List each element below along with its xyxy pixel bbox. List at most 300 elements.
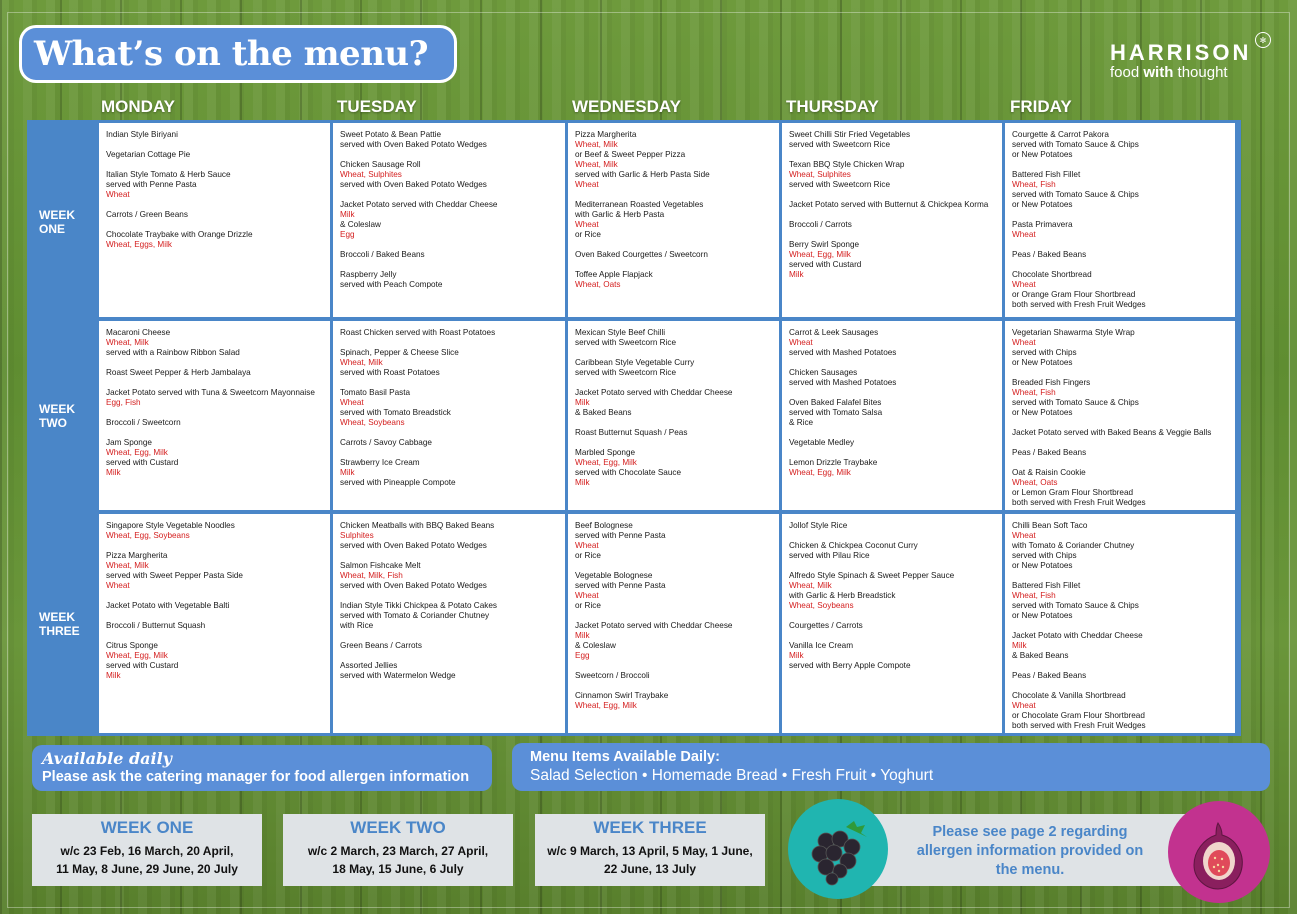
allergen-text: Wheat <box>106 190 130 199</box>
menu-dish <box>575 691 772 711</box>
week-label-line: WEEK <box>39 402 75 416</box>
dish-text: or New Potatoes <box>1012 150 1073 159</box>
allergen-text: Wheat, Oats <box>1012 478 1058 487</box>
week-label <box>27 402 97 430</box>
dish-text: Jollof Style Rice <box>789 521 848 530</box>
menu-dish <box>340 348 558 378</box>
menu-dish <box>1012 448 1228 458</box>
allergen-text: Egg <box>575 651 590 660</box>
week-dates-line: w/c 23 Feb, 16 March, 20 April, <box>60 844 234 858</box>
logo-tag-post: thought <box>1173 64 1228 81</box>
dish-text: Vegetable Medley <box>789 438 855 447</box>
allergen-text: Milk <box>106 671 121 680</box>
menu-cell <box>782 321 1002 510</box>
menu-dish <box>106 601 323 611</box>
menu-dish <box>340 521 558 551</box>
dish-text: served with Tomato Sauce & Chips <box>1012 601 1139 610</box>
blackberry-icon <box>788 799 888 899</box>
dish-text: or Beef & Sweet Pepper Pizza <box>575 150 686 159</box>
dish-text: Jam Sponge <box>106 438 152 447</box>
dish-text: served with Tomato Sauce & Chips <box>1012 398 1139 407</box>
menu-dish <box>106 170 323 200</box>
logo-tagline <box>1110 64 1280 81</box>
dish-text: Sweet Potato & Bean Pattie <box>340 130 442 139</box>
dish-text: Cinnamon Swirl Traybake <box>575 691 669 700</box>
dish-text: Jacket Potato served with Cheddar Cheese <box>575 621 733 630</box>
menu-dish <box>340 561 558 591</box>
allergen-text: Egg <box>340 230 355 239</box>
menu-dish <box>789 521 995 531</box>
dish-text: Singapore Style Vegetable Noodles <box>106 521 235 530</box>
allergen-text: Wheat, Soybeans <box>789 601 854 610</box>
dish-text: Pizza Margherita <box>575 130 637 139</box>
week-dates-line: 11 May, 8 June, 29 June, 20 July <box>56 862 238 876</box>
week-dates-line: w/c 9 March, 13 April, 5 May, 1 June, <box>547 844 753 858</box>
allergen-text: Wheat, Fish <box>1012 591 1056 600</box>
allergen-text: Wheat, Milk <box>340 358 383 367</box>
allergen-text: Wheat <box>575 541 599 550</box>
dish-text: & Rice <box>789 418 814 427</box>
allergen-text: Milk <box>575 631 590 640</box>
week-label-line: WEEK <box>39 208 75 222</box>
dish-text: or Orange Gram Flour Shortbread <box>1012 290 1136 299</box>
dish-text: or Rice <box>575 230 601 239</box>
allergen-text: Wheat, Egg, Milk <box>106 448 168 457</box>
dish-text: Mediterranean Roasted Vegetables <box>575 200 704 209</box>
allergen-text: Milk <box>340 468 355 477</box>
week-two-dates <box>283 814 513 886</box>
dish-text: Broccoli / Butternut Squash <box>106 621 206 630</box>
dish-text: or New Potatoes <box>1012 408 1073 417</box>
dish-text: Oat & Raisin Cookie <box>1012 468 1086 477</box>
dish-text: served with Penne Pasta <box>106 180 197 189</box>
dish-text: served with Mashed Potatoes <box>789 378 897 387</box>
menu-dish <box>106 150 323 160</box>
week-label <box>27 208 97 236</box>
dish-text: & Coleslaw <box>340 220 381 229</box>
dish-text: served with Oven Baked Potato Wedges <box>340 581 487 590</box>
dish-text: Alfredo Style Spinach & Sweet Pepper Sauce <box>789 571 955 580</box>
menu-dish <box>789 200 995 210</box>
dish-text: Indian Style Tikki Chickpea & Potato Cakes <box>340 601 498 610</box>
dish-text: served with Custard <box>106 458 179 467</box>
allergen-text: Wheat, Milk <box>575 160 618 169</box>
daily-items-title: Menu Items Available Daily: <box>530 749 720 765</box>
day-header-tuesday: TUESDAY <box>337 97 417 116</box>
harrison-logo <box>1110 35 1280 81</box>
menu-cell <box>99 321 330 510</box>
logo-tag-pre: food <box>1110 64 1144 81</box>
dish-text: or Rice <box>575 551 601 560</box>
menu-dish <box>106 418 323 428</box>
dish-text: served with Sweet Pepper Pasta Side <box>106 571 243 580</box>
menu-dish <box>575 328 772 348</box>
dish-text: served with Tomato & Coriander Chutney <box>340 611 490 620</box>
dish-text: served with Tomato Sauce & Chips <box>1012 140 1139 149</box>
allergen-text: Milk <box>340 210 355 219</box>
dish-text: Jacket Potato served with Tuna & Sweetcorn Mayonnaise <box>106 388 315 397</box>
dish-text: & Baked Beans <box>1012 651 1069 660</box>
dish-text: served with Garlic & Herb Pasta Side <box>575 170 710 179</box>
dish-text: Chilli Bean Soft Taco <box>1012 521 1088 530</box>
menu-dish <box>106 438 323 478</box>
allergen-text: Wheat, Milk <box>789 581 832 590</box>
allergen-text: Wheat <box>575 591 599 600</box>
menu-cell <box>333 123 565 317</box>
daily-items-list: Salad Selection • Homemade Bread • Fresh Fruit • Yoghurt <box>530 767 934 784</box>
dish-text: both served with Fresh Fruit Wedges <box>1012 721 1146 730</box>
week-dates-title: WEEK THREE <box>593 818 707 837</box>
dish-text: Mexican Style Beef Chilli <box>575 328 666 337</box>
menu-dish <box>106 368 323 378</box>
dish-text: Macaroni Cheese <box>106 328 171 337</box>
allergen-text: Wheat <box>575 220 599 229</box>
allergen-text: Egg, Fish <box>106 398 141 407</box>
menu-dish <box>106 551 323 591</box>
allergen-text: Milk <box>789 270 804 279</box>
dish-text: Texan BBQ Style Chicken Wrap <box>789 160 905 169</box>
dish-text: Vanilla Ice Cream <box>789 641 854 650</box>
dish-text: served with Custard <box>789 260 862 269</box>
dish-text: Caribbean Style Vegetable Curry <box>575 358 695 367</box>
menu-dish <box>106 521 323 541</box>
menu-dish <box>1012 428 1228 438</box>
week-dates-line: 18 May, 15 June, 6 July <box>332 862 464 876</box>
dish-text: & Baked Beans <box>575 408 632 417</box>
menu-dish <box>1012 691 1228 731</box>
dish-text: served with Sweetcorn Rice <box>575 338 677 347</box>
menu-dish <box>340 160 558 190</box>
allergen-text: Wheat, Fish <box>1012 180 1056 189</box>
dish-text: Peas / Baked Beans <box>1012 250 1087 259</box>
dish-text: served with Sweetcorn Rice <box>789 140 891 149</box>
dish-text: or New Potatoes <box>1012 561 1073 570</box>
dish-text: served with Sweetcorn Rice <box>575 368 677 377</box>
menu-cell <box>1005 321 1235 510</box>
logo-tag-bold: with <box>1143 64 1174 81</box>
dish-text: served with Sweetcorn Rice <box>789 180 891 189</box>
available-daily-title: Available daily <box>42 749 172 768</box>
menu-dish <box>340 388 558 428</box>
week-label-line: TWO <box>39 416 67 430</box>
dish-text: or Chocolate Gram Flour Shortbread <box>1012 711 1145 720</box>
menu-dish <box>789 571 995 611</box>
dish-text: Courgette & Carrot Pakora <box>1012 130 1109 139</box>
allergen-text: Wheat <box>1012 338 1036 347</box>
dish-text: with Garlic & Herb Pasta <box>575 210 665 219</box>
dish-text: Chicken Sausages <box>789 368 858 377</box>
menu-dish <box>575 521 772 561</box>
menu-dish <box>575 671 772 681</box>
menu-cell <box>333 321 565 510</box>
menu-dish <box>340 641 558 651</box>
allergen-text: Wheat, Oats <box>575 280 621 289</box>
menu-dish <box>789 541 995 561</box>
dish-text: Spinach, Pepper & Cheese Slice <box>340 348 459 357</box>
dish-text: Carrot & Leek Sausages <box>789 328 879 337</box>
allergen-text: Wheat, Milk <box>575 140 618 149</box>
dish-text: Salmon Fishcake Melt <box>340 561 421 570</box>
dish-text: Peas / Baked Beans <box>1012 448 1087 457</box>
fig-icon <box>1168 801 1270 903</box>
menu-dish <box>1012 671 1228 681</box>
dish-text: Oven Baked Courgettes / Sweetcorn <box>575 250 708 259</box>
dish-text: with Rice <box>340 621 374 630</box>
dish-text: both served with Fresh Fruit Wedges <box>1012 300 1146 309</box>
dish-text: Vegetarian Shawarma Style Wrap <box>1012 328 1135 337</box>
menu-cell <box>782 514 1002 733</box>
dish-text: served with Chips <box>1012 348 1077 357</box>
menu-dish <box>789 438 995 448</box>
allergen-text: Wheat <box>1012 531 1036 540</box>
dish-text: Breaded Fish Fingers <box>1012 378 1091 387</box>
dish-text: Beef Bolognese <box>575 521 633 530</box>
dish-text: Chocolate & Vanilla Shortbread <box>1012 691 1126 700</box>
allergen-note-text: Please see page 2 regarding allergen information provided on the menu. <box>916 824 1144 878</box>
allergen-text: Wheat, Milk, Fish <box>340 571 403 580</box>
dish-text: served with Roast Potatoes <box>340 368 440 377</box>
dish-text: Roast Chicken served with Roast Potatoes <box>340 328 496 337</box>
dish-text: served with Chocolate Sauce <box>575 468 682 477</box>
dish-text: Chocolate Traybake with Orange Drizzle <box>106 230 253 239</box>
dish-text: served with Pineapple Compote <box>340 478 456 487</box>
menu-dish <box>575 388 772 418</box>
allergen-text: Wheat, Sulphites <box>789 170 851 179</box>
dish-text: Peas / Baked Beans <box>1012 671 1087 680</box>
dish-text: served with Chips <box>1012 551 1077 560</box>
menu-dish <box>575 358 772 378</box>
dish-text: Courgettes / Carrots <box>789 621 863 630</box>
allergen-text: Wheat, Sulphites <box>340 170 402 179</box>
dish-text: Citrus Sponge <box>106 641 158 650</box>
dish-text: Jacket Potato served with Butternut & Chickpea Korma <box>789 200 989 209</box>
menu-dish <box>575 200 772 240</box>
allergen-text: Sulphites <box>340 531 374 540</box>
menu-cell <box>99 514 330 733</box>
week-dates-text <box>32 842 262 878</box>
dish-text: Chicken Meatballs with BBQ Baked Beans <box>340 521 495 530</box>
dish-text: served with Custard <box>106 661 179 670</box>
allergen-text: Wheat <box>106 581 130 590</box>
menu-dish <box>789 328 995 358</box>
menu-dish <box>575 428 772 438</box>
dish-text: served with Tomato Sauce & Chips <box>1012 190 1139 199</box>
menu-dish <box>789 398 995 428</box>
allergen-text: Milk <box>575 478 590 487</box>
menu-dish <box>340 601 558 631</box>
menu-dish <box>106 230 323 250</box>
menu-cell <box>1005 514 1235 733</box>
menu-dish <box>340 200 558 240</box>
menu-dish <box>789 240 995 280</box>
dish-text: Raspberry Jelly <box>340 270 397 279</box>
menu-dish <box>1012 130 1228 160</box>
dish-text: Jacket Potato with Vegetable Balti <box>106 601 230 610</box>
dish-text: or New Potatoes <box>1012 200 1073 209</box>
dish-text: with Garlic & Herb Breadstick <box>789 591 896 600</box>
dish-text: Toffee Apple Flapjack <box>575 270 653 279</box>
dish-text: Assorted Jellies <box>340 661 398 670</box>
menu-dish <box>1012 581 1228 621</box>
dish-text: Battered Fish Fillet <box>1012 170 1081 179</box>
dish-text: served with a Rainbow Ribbon Salad <box>106 348 240 357</box>
week-dates-text <box>283 842 513 878</box>
daily-items-panel <box>512 743 1270 791</box>
dish-text: Jacket Potato served with Baked Beans & Veggie Balls <box>1012 428 1212 437</box>
allergen-text: Milk <box>575 398 590 407</box>
dish-text: Carrots / Savoy Cabbage <box>340 438 432 447</box>
allergen-text: Wheat, Egg, Milk <box>789 468 851 477</box>
allergen-text: Wheat, Milk <box>106 561 149 570</box>
allergen-text: Wheat <box>1012 701 1036 710</box>
menu-dish <box>106 210 323 220</box>
dish-text: served with Penne Pasta <box>575 531 666 540</box>
menu-dish <box>1012 250 1228 260</box>
dish-text: served with Watermelon Wedge <box>340 671 456 680</box>
dish-text: served with Penne Pasta <box>575 581 666 590</box>
dish-text: Chocolate Shortbread <box>1012 270 1092 279</box>
menu-title-banner <box>22 28 454 80</box>
dish-text: served with Peach Compote <box>340 280 443 289</box>
allergen-text: Wheat, Egg, Milk <box>575 701 637 710</box>
dish-text: Broccoli / Baked Beans <box>340 250 425 259</box>
dish-text: or New Potatoes <box>1012 358 1073 367</box>
allergen-text: Milk <box>1012 641 1027 650</box>
dish-text: served with Berry Apple Compote <box>789 661 911 670</box>
menu-dish <box>575 270 772 290</box>
allergen-text: Wheat, Egg, Milk <box>106 651 168 660</box>
menu-cell <box>99 123 330 317</box>
dish-text: Chicken & Chickpea Coconut Curry <box>789 541 918 550</box>
dish-text: or New Potatoes <box>1012 611 1073 620</box>
day-header-monday: MONDAY <box>101 97 175 116</box>
dish-text: Sweetcorn / Broccoli <box>575 671 650 680</box>
allergen-text: Wheat, Egg, Soybeans <box>106 531 190 540</box>
week-label-line: ONE <box>39 222 66 236</box>
menu-dish <box>575 130 772 190</box>
menu-dish <box>106 621 323 631</box>
menu-dish <box>340 438 558 448</box>
menu-cell <box>568 514 779 733</box>
allergen-text: Wheat <box>575 180 599 189</box>
week-label-line: WEEK <box>39 610 75 624</box>
menu-dish <box>789 368 995 388</box>
menu-dish <box>106 388 323 408</box>
allergen-text: Wheat <box>789 338 813 347</box>
menu-dish <box>789 458 995 478</box>
menu-dish <box>575 250 772 260</box>
dish-text: Broccoli / Sweetcorn <box>106 418 181 427</box>
allergen-text: Wheat, Eggs, Milk <box>106 240 172 249</box>
dish-text: Tomato Basil Pasta <box>340 388 411 397</box>
dish-text: Marbled Sponge <box>575 448 636 457</box>
dish-text: served with Oven Baked Potato Wedges <box>340 180 487 189</box>
dish-text: served with Oven Baked Potato Wedges <box>340 140 487 149</box>
page-title: What’s on the menu? <box>34 34 429 74</box>
dish-text: both served with Fresh Fruit Wedges <box>1012 498 1146 507</box>
menu-dish <box>1012 468 1228 508</box>
week-dates-title: WEEK ONE <box>100 818 194 837</box>
logo-mark-icon: ✻ <box>1255 32 1271 48</box>
menu-dish <box>789 130 995 150</box>
dish-text: Vegetable Bolognese <box>575 571 653 580</box>
week-label-line: THREE <box>39 624 80 638</box>
dish-text: Lemon Drizzle Traybake <box>789 458 878 467</box>
menu-cell <box>782 123 1002 317</box>
dish-text: Berry Swirl Sponge <box>789 240 860 249</box>
menu-dish <box>340 130 558 150</box>
menu-dish <box>1012 631 1228 661</box>
menu-dish <box>340 458 558 488</box>
dish-text: Jacket Potato served with Cheddar Cheese <box>340 200 498 209</box>
menu-dish <box>575 621 772 661</box>
menu-dish <box>1012 220 1228 240</box>
week-label <box>27 610 97 638</box>
menu-cell <box>1005 123 1235 317</box>
allergen-advice-text: Please ask the catering manager for food allergen information <box>42 769 470 785</box>
dish-text: Battered Fish Fillet <box>1012 581 1081 590</box>
dish-text: or Lemon Gram Flour Shortbread <box>1012 488 1134 497</box>
dish-text: Green Beans / Carrots <box>340 641 422 650</box>
menu-dish <box>1012 270 1228 310</box>
day-header-wednesday: WEDNESDAY <box>572 97 681 116</box>
allergen-text: Wheat, Egg, Milk <box>789 250 851 259</box>
dish-text: Oven Baked Falafel Bites <box>789 398 882 407</box>
menu-dish <box>789 220 995 230</box>
menu-dish <box>340 250 558 260</box>
menu-cell <box>568 123 779 317</box>
dish-text: Jacket Potato with Cheddar Cheese <box>1012 631 1143 640</box>
week-dates-line: 22 June, 13 July <box>603 862 697 876</box>
dish-text: served with Tomato Salsa <box>789 408 883 417</box>
week-dates-line: w/c 2 March, 23 March, 27 April, <box>307 844 489 858</box>
allergen-text: Wheat, Egg, Milk <box>575 458 637 467</box>
dish-text: served with Pilau Rice <box>789 551 870 560</box>
menu-dish <box>575 571 772 611</box>
dish-text: served with Mashed Potatoes <box>789 348 897 357</box>
allergen-text: Milk <box>789 651 804 660</box>
dish-text: Sweet Chilli Stir Fried Vegetables <box>789 130 911 139</box>
dish-text: Vegetarian Cottage Pie <box>106 150 191 159</box>
menu-grid <box>27 120 1241 736</box>
day-header-friday: FRIDAY <box>1010 97 1072 116</box>
dish-text: Carrots / Green Beans <box>106 210 188 219</box>
menu-dish <box>106 328 323 358</box>
dish-text: & Coleslaw <box>575 641 616 650</box>
menu-dish <box>1012 521 1228 571</box>
day-header-thursday: THURSDAY <box>786 97 879 116</box>
menu-dish <box>1012 328 1228 368</box>
dish-text: Jacket Potato served with Cheddar Cheese <box>575 388 733 397</box>
allergen-text: Wheat <box>340 398 364 407</box>
menu-dish <box>106 641 323 681</box>
dish-text: Pizza Margherita <box>106 551 168 560</box>
menu-dish <box>789 641 995 671</box>
allergen-text: Wheat <box>1012 280 1036 289</box>
dish-text: Strawberry Ice Cream <box>340 458 420 467</box>
menu-cell <box>568 321 779 510</box>
dish-text: Italian Style Tomato & Herb Sauce <box>106 170 231 179</box>
menu-dish <box>340 328 558 338</box>
menu-dish <box>340 270 558 290</box>
menu-dish <box>575 448 772 488</box>
dish-text: Chicken Sausage Roll <box>340 160 421 169</box>
menu-dish <box>789 621 995 631</box>
week-one-dates <box>32 814 262 886</box>
dish-text: served with Oven Baked Potato Wedges <box>340 541 487 550</box>
dish-text: Pasta Primavera <box>1012 220 1073 229</box>
dish-text: Indian Style Biriyani <box>106 130 178 139</box>
